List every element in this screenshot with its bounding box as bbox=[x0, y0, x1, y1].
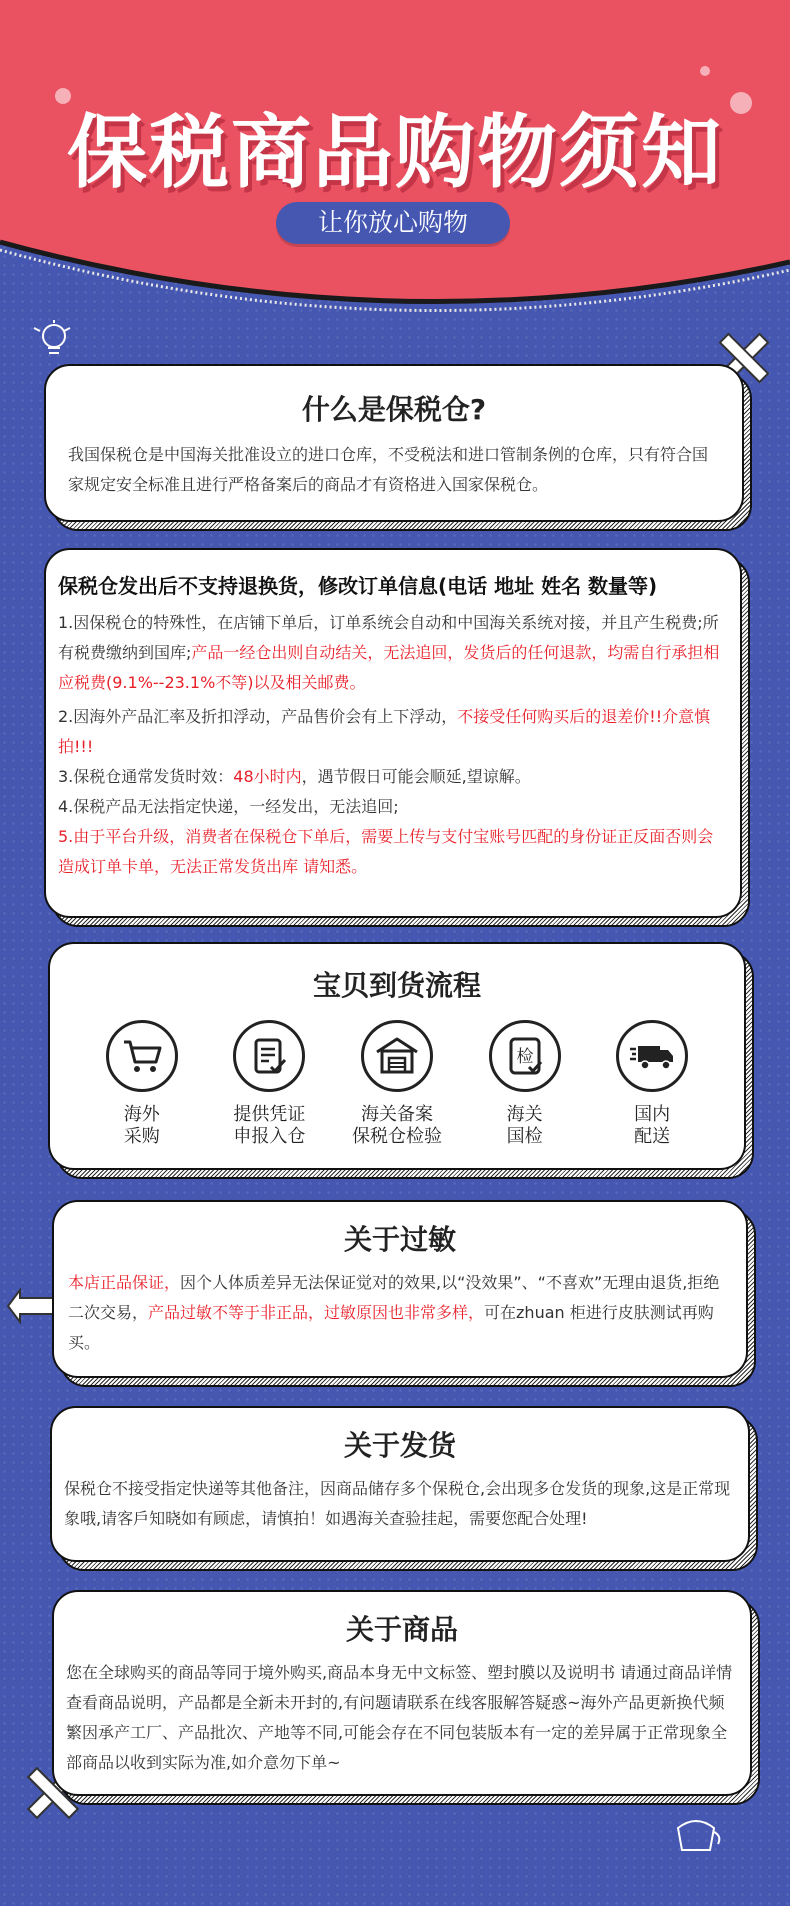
process-step bbox=[597, 1020, 707, 1148]
inspection-icon bbox=[503, 1034, 547, 1078]
card-text: 您在全球购买的商品等同于境外购买,商品本身无中文标签、塑封膜以及说明书 请通过商品详情查看商品说明，产品都是全新未开封的,有问题请联系在线客服解答疑惑~海外产品更新换代频繁因承产工厂、产品批次、产地等不同,可能会存在不同包装版本有一定的差异属于正常现象全部商品以收到实际为准,如介意勿下单~ bbox=[66, 1663, 733, 1772]
shopping-cart-icon bbox=[120, 1034, 164, 1078]
card-text: 保税仓不接受指定快递等其他备注，因商品储存多个保税仓,会出现多仓发货的现象,这是正常现象哦,请客戶知晓如有顾虑，请慎拍！如遇海关查验挂起，需要您配合处理! bbox=[64, 1479, 731, 1528]
step-label: 海关备案 保税仓检验 bbox=[351, 1104, 442, 1147]
process-step bbox=[470, 1020, 580, 1148]
svg-text:检: 检 bbox=[516, 1047, 534, 1067]
delivery-truck-icon bbox=[628, 1034, 676, 1078]
shipping-card bbox=[50, 1406, 750, 1562]
process-step bbox=[214, 1020, 324, 1148]
item-warning-text: 产品一经仓出则自动结关，无法追回，发货后的任何退款，均需自行承担相应税费(9.1%--23.1%不等)以及相关邮费。 bbox=[58, 643, 720, 692]
page-subtitle: 让你放心购物 bbox=[276, 202, 510, 244]
body-text: 因个人体质差异无法保证觉对的效果,以“没效果”、“不喜欢”无理由退货,拒绝二次交易， bbox=[68, 1273, 720, 1322]
body-text: 可在zhuan 柜进行皮肤测试再购买。 bbox=[68, 1303, 714, 1352]
card-title: 关于发货 bbox=[343, 1429, 456, 1462]
step-label: 海关 国检 bbox=[506, 1104, 543, 1147]
step-label: 提供凭证 申报入仓 bbox=[233, 1104, 306, 1147]
list-item: 4.保税产品无法指定快递，一经发出，无法追回; bbox=[58, 797, 399, 816]
clipboard-check-icon bbox=[247, 1034, 291, 1078]
step-label: 海外 采购 bbox=[123, 1104, 160, 1147]
kettle-icon bbox=[668, 1810, 724, 1858]
warning-text: 本店正品保证， bbox=[68, 1273, 181, 1292]
item-warning-text: 不接受任何购买后的退差价!!介意慎拍!!! bbox=[58, 707, 711, 756]
delivery-process-card bbox=[48, 942, 746, 1170]
header-banner bbox=[0, 0, 790, 330]
warning-text: 产品过敏不等于非正品，过敏原因也非常多样， bbox=[148, 1303, 485, 1322]
list-item: 5.由于平台升级，消费者在保税仓下单后，需要上传与支付宝账号匹配的身份证正反面否则会造成订单卡单，无法正常发货出库 请知悉。 bbox=[58, 827, 714, 876]
decor-dot bbox=[700, 66, 710, 76]
list-item bbox=[58, 702, 728, 762]
process-steps bbox=[50, 1020, 744, 1148]
list-item bbox=[58, 608, 728, 698]
no-return-card bbox=[44, 548, 742, 918]
bonded-warehouse-card bbox=[44, 364, 744, 522]
warehouse-icon bbox=[374, 1034, 420, 1078]
process-step bbox=[87, 1020, 197, 1148]
arrow-icon bbox=[6, 1288, 56, 1324]
item-text: 1.因保税仓的特殊性，在店铺下单后，订单系统会自动和中国海关系统对接，并且产生税费;所有税费缴纳到国库; bbox=[58, 613, 719, 662]
card-title: 宝贝到货流程 bbox=[312, 969, 481, 1002]
list-item bbox=[58, 762, 728, 792]
step-label: 国内 配送 bbox=[634, 1104, 671, 1147]
item-text: ，遇节假日可能会顺延,望谅解。 bbox=[301, 767, 531, 786]
item-text: 3.保税仓通常发货时效： bbox=[58, 767, 234, 786]
card-title: 保税仓发出后不支持退换货，修改订单信息(电话 地址 姓名 数量等) bbox=[58, 574, 658, 598]
card-title: 关于商品 bbox=[345, 1613, 458, 1646]
card-title: 什么是保税仓? bbox=[301, 393, 487, 426]
page-title: 保税商品购物须知 bbox=[67, 106, 723, 199]
card-text: 我国保税仓是中国海关批准设立的进口仓库，不受税法和进口管制条例的仓库，只有符合国家规定安全标准且进行严格备案后的商品才有资格进入国家保税仓。 bbox=[68, 445, 709, 494]
item-text: 2.因海外产品汇率及折扣浮动，产品售价会有上下浮动， bbox=[58, 707, 458, 726]
allergy-card bbox=[52, 1200, 748, 1378]
item-warning-text: 48小时内 bbox=[233, 767, 302, 786]
card-title: 关于过敏 bbox=[343, 1223, 456, 1256]
card-text bbox=[68, 1268, 732, 1358]
product-card bbox=[52, 1590, 752, 1796]
process-step bbox=[342, 1020, 452, 1148]
lightbulb-icon bbox=[30, 318, 76, 364]
